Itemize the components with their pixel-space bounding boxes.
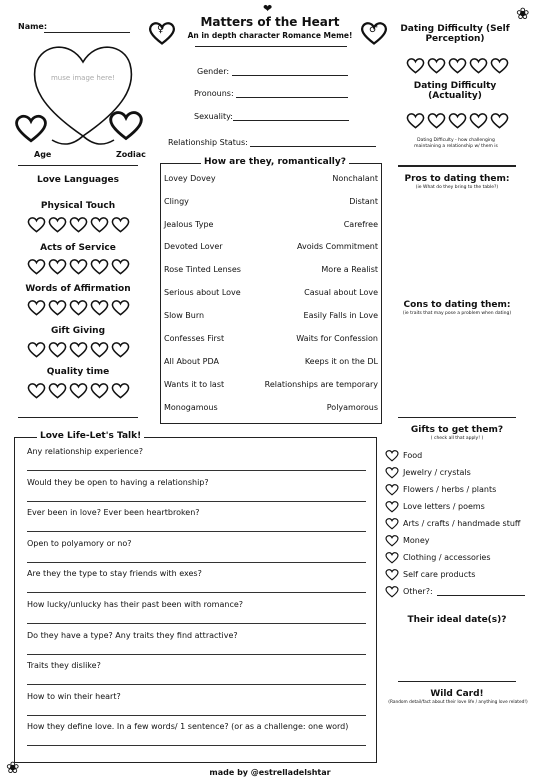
gifts-title: Gifts to get them? bbox=[410, 425, 504, 435]
sexuality-label: Sexuality: bbox=[194, 112, 233, 121]
question-text: Open to polyamory or no? bbox=[27, 538, 132, 548]
answer-line[interactable] bbox=[27, 501, 366, 502]
question-item[interactable] bbox=[27, 631, 366, 655]
dating-self-rating[interactable] bbox=[406, 57, 509, 74]
cons-subtitle: (ie traits that may pose a problem when dating) bbox=[402, 311, 512, 316]
page-subtitle: An in depth character Romance Meme! bbox=[187, 31, 353, 40]
answer-line[interactable] bbox=[27, 531, 366, 532]
heart-rating-icon[interactable] bbox=[69, 258, 88, 275]
question-item[interactable] bbox=[27, 569, 366, 593]
gift-label: Self care products bbox=[403, 570, 476, 579]
trait-right: Casual about Love bbox=[304, 288, 378, 298]
trait-left: Lovey Dovey bbox=[164, 173, 216, 183]
heart-checkbox-icon[interactable] bbox=[385, 551, 399, 564]
trait-left: Devoted Lover bbox=[164, 242, 223, 252]
love-language-label: Gift Giving bbox=[50, 325, 106, 336]
question-item[interactable] bbox=[27, 447, 366, 471]
gift-option[interactable] bbox=[385, 481, 533, 498]
heart-rating-icon[interactable] bbox=[27, 216, 46, 233]
answer-line[interactable] bbox=[27, 623, 366, 624]
trait-right: Relationships are temporary bbox=[264, 379, 378, 389]
gift-label: Jewelry / crystals bbox=[403, 468, 471, 477]
trait-left: Monogamous bbox=[164, 402, 218, 412]
answer-line[interactable] bbox=[27, 592, 366, 593]
love-language-item bbox=[18, 367, 138, 399]
trait-left: Rose Tinted Lenses bbox=[164, 265, 241, 275]
trait-right: Easily Falls in Love bbox=[303, 311, 378, 321]
gift-checklist bbox=[385, 447, 533, 600]
ideal-date-title: Their ideal date(s)? bbox=[407, 615, 507, 625]
heart-rating-icon[interactable] bbox=[48, 258, 67, 275]
heart-rating-icon[interactable] bbox=[27, 299, 46, 316]
name-label: Name: bbox=[18, 22, 48, 31]
heart-rating-icon[interactable] bbox=[90, 216, 109, 233]
relationship-status-label: Relationship Status: bbox=[168, 138, 248, 147]
love-language-label: Quality time bbox=[46, 367, 110, 377]
love-language-item bbox=[18, 284, 138, 316]
footer-credit: made by @estrelladelshtar bbox=[209, 768, 331, 777]
heart-rating-icon[interactable] bbox=[406, 112, 425, 129]
wild-card-subtitle: (Random detail/fact about their love life / anything love related!) bbox=[388, 700, 528, 705]
love-language-rating[interactable] bbox=[18, 382, 138, 399]
love-language-item bbox=[18, 243, 138, 275]
age-heart-icon bbox=[14, 112, 48, 148]
rose-corner-icon: ❀ bbox=[516, 4, 530, 23]
trait-left: Confesses First bbox=[164, 334, 225, 344]
pros-subtitle: (ie What do they bring to the table?) bbox=[415, 185, 499, 190]
trait-right: Polyamorous bbox=[326, 402, 378, 412]
heart-checkbox-icon[interactable] bbox=[385, 500, 399, 513]
heart-rating-icon[interactable] bbox=[69, 341, 88, 358]
heart-rating-icon[interactable] bbox=[448, 112, 467, 129]
love-languages-title: Love Languages bbox=[36, 175, 120, 185]
heart-rating-icon[interactable] bbox=[427, 57, 446, 74]
heart-rating-icon[interactable] bbox=[448, 57, 467, 74]
heart-rating-icon[interactable] bbox=[48, 299, 67, 316]
heart-checkbox-icon[interactable] bbox=[385, 534, 399, 547]
romance-title: How are they, romantically? bbox=[201, 157, 349, 167]
trait-right: Nonchalant bbox=[332, 173, 378, 183]
heart-rating-icon[interactable] bbox=[111, 341, 130, 358]
romance-trait-row[interactable] bbox=[161, 373, 381, 396]
trait-right: More a Realist bbox=[321, 265, 378, 275]
answer-line[interactable] bbox=[27, 654, 366, 655]
gift-label: Food bbox=[403, 451, 423, 460]
heart-rating-icon[interactable] bbox=[406, 57, 425, 74]
zodiac-label: Zodiac bbox=[116, 150, 146, 159]
heart-rating-icon[interactable] bbox=[469, 112, 488, 129]
gift-label: Money bbox=[403, 536, 430, 545]
dating-note: Dating Difficulty - how challenging maintaining a relationship w/ them is bbox=[414, 138, 498, 149]
love-language-item bbox=[18, 201, 138, 233]
romance-trait-row[interactable] bbox=[161, 213, 381, 236]
top-heart-icon: ❤ bbox=[263, 2, 273, 15]
divider-date bbox=[398, 681, 516, 682]
dating-actual-title: Dating Difficulty (Actuality) bbox=[413, 81, 497, 101]
heart-rating-icon[interactable] bbox=[69, 299, 88, 316]
love-life-box bbox=[14, 431, 377, 763]
love-language-rating[interactable] bbox=[18, 258, 138, 275]
question-item[interactable] bbox=[27, 692, 366, 716]
heart-checkbox-icon[interactable] bbox=[385, 449, 399, 462]
trait-left: All About PDA bbox=[164, 356, 219, 366]
mars-symbol: ♂ bbox=[369, 24, 378, 35]
name-field[interactable] bbox=[44, 32, 130, 33]
love-language-rating[interactable] bbox=[18, 216, 138, 233]
divider-pros bbox=[398, 166, 516, 167]
question-item[interactable] bbox=[27, 508, 366, 532]
heart-rating-icon[interactable] bbox=[111, 382, 130, 399]
question-text: Traits they dislike? bbox=[27, 661, 101, 671]
gift-option[interactable] bbox=[385, 549, 533, 566]
page-title: Matters of the Heart bbox=[200, 15, 340, 29]
answer-line[interactable] bbox=[27, 715, 366, 716]
question-item[interactable] bbox=[27, 478, 366, 502]
gift-option[interactable] bbox=[385, 498, 533, 515]
heart-rating-icon[interactable] bbox=[490, 57, 509, 74]
love-language-label: Acts of Service bbox=[40, 242, 116, 253]
gifts-subtitle: ( check all that apply! ) bbox=[430, 436, 484, 441]
heart-checkbox-icon[interactable] bbox=[385, 568, 399, 581]
heart-rating-icon[interactable] bbox=[90, 299, 109, 316]
trait-right: Keeps it on the DL bbox=[304, 356, 378, 366]
love-language-rating[interactable] bbox=[18, 341, 138, 358]
question-text: How lucky/unlucky has their past been with romance? bbox=[27, 600, 244, 609]
heart-rating-icon[interactable] bbox=[69, 216, 88, 233]
romance-trait-row[interactable] bbox=[161, 396, 381, 419]
romance-trait-row[interactable] bbox=[161, 304, 381, 327]
heart-rating-icon[interactable] bbox=[27, 382, 46, 399]
gift-label: Other?: bbox=[403, 587, 433, 596]
gift-option[interactable] bbox=[385, 464, 533, 481]
gift-option[interactable] bbox=[385, 447, 533, 464]
relationship-status-field[interactable] bbox=[250, 146, 376, 147]
zodiac-heart-icon bbox=[108, 108, 144, 146]
question-text: Would they be open to having a relationship? bbox=[27, 477, 209, 487]
gift-label: Love letters / poems bbox=[403, 502, 485, 511]
question-item[interactable] bbox=[27, 600, 366, 624]
heart-rating-icon[interactable] bbox=[27, 341, 46, 358]
love-language-item bbox=[18, 326, 138, 358]
trait-left: Slow Burn bbox=[164, 311, 205, 321]
dating-self-title: Dating Difficulty (Self Perception) bbox=[400, 24, 510, 44]
romance-trait-row[interactable] bbox=[161, 167, 381, 190]
question-text: Any relationship experience? bbox=[27, 447, 143, 456]
question-text: How to win their heart? bbox=[27, 691, 121, 701]
venus-heart-icon bbox=[148, 20, 176, 46]
heart-rating-icon[interactable] bbox=[111, 258, 130, 275]
divider-left-bottom bbox=[18, 417, 138, 418]
question-text: Do they have a type? Any traits they find attractive? bbox=[27, 630, 238, 640]
pronouns-label: Pronouns: bbox=[194, 89, 234, 98]
dating-actual-rating[interactable] bbox=[406, 112, 509, 129]
gift-label: Arts / crafts / handmade stuff bbox=[403, 519, 521, 528]
trait-left: Jealous Type bbox=[164, 219, 214, 229]
heart-rating-icon[interactable] bbox=[90, 382, 109, 399]
gift-option[interactable] bbox=[385, 532, 533, 549]
heart-checkbox-icon[interactable] bbox=[385, 483, 399, 496]
pronouns-field[interactable] bbox=[236, 97, 348, 98]
romance-box bbox=[160, 157, 382, 424]
love-language-label: Words of Affirmation bbox=[25, 284, 131, 294]
sexuality-field[interactable] bbox=[233, 120, 349, 121]
heart-checkbox-icon[interactable] bbox=[385, 466, 399, 479]
love-life-title: Love Life-Let's Talk! bbox=[37, 431, 144, 441]
divider-cons bbox=[398, 417, 516, 418]
answer-line[interactable] bbox=[27, 470, 366, 471]
question-text: How they define love. In a few words/ 1 sentence? (or as a challenge: one word) bbox=[27, 722, 349, 732]
trait-right: Carefree bbox=[343, 219, 378, 229]
romance-trait-row[interactable] bbox=[161, 236, 381, 259]
heart-checkbox-icon[interactable] bbox=[385, 517, 399, 530]
love-language-label: Physical Touch bbox=[40, 201, 116, 211]
pros-title: Pros to dating them: bbox=[404, 174, 510, 184]
answer-line[interactable] bbox=[27, 684, 366, 685]
romance-trait-row[interactable] bbox=[161, 350, 381, 373]
heart-rating-icon[interactable] bbox=[469, 57, 488, 74]
heart-rating-icon[interactable] bbox=[490, 112, 509, 129]
question-item[interactable] bbox=[27, 722, 366, 746]
wild-card-title: Wild Card! bbox=[430, 689, 484, 699]
heart-rating-icon[interactable] bbox=[111, 216, 130, 233]
trait-left: Clingy bbox=[164, 196, 189, 206]
rose-corner-bottom-icon: ❀ bbox=[6, 758, 20, 777]
heart-rating-icon[interactable] bbox=[69, 382, 88, 399]
answer-line[interactable] bbox=[27, 745, 366, 746]
heart-rating-icon[interactable] bbox=[48, 216, 67, 233]
answer-line[interactable] bbox=[27, 562, 366, 563]
heart-rating-icon[interactable] bbox=[48, 341, 67, 358]
gift-option[interactable] bbox=[385, 566, 533, 583]
gift-label: Flowers / herbs / plants bbox=[403, 485, 497, 494]
heart-rating-icon[interactable] bbox=[427, 112, 446, 129]
trait-left: Serious about Love bbox=[164, 288, 241, 298]
heart-checkbox-icon[interactable] bbox=[385, 585, 399, 598]
age-label: Age bbox=[34, 150, 52, 159]
header-rule bbox=[195, 46, 347, 47]
trait-right: Distant bbox=[349, 196, 378, 206]
trait-right: Waits for Confession bbox=[296, 334, 378, 344]
gift-option[interactable] bbox=[385, 583, 533, 600]
other-field[interactable] bbox=[437, 587, 525, 596]
trait-right: Avoids Commitment bbox=[297, 242, 378, 252]
romance-trait-row[interactable] bbox=[161, 327, 381, 350]
heart-rating-icon[interactable] bbox=[111, 299, 130, 316]
gift-option[interactable] bbox=[385, 515, 533, 532]
heart-rating-icon[interactable] bbox=[27, 258, 46, 275]
gift-label: Clothing / accessories bbox=[403, 553, 491, 562]
romance-trait-row[interactable] bbox=[161, 259, 381, 282]
heart-rating-icon[interactable] bbox=[90, 341, 109, 358]
question-item[interactable] bbox=[27, 661, 366, 685]
heart-rating-icon[interactable] bbox=[48, 382, 67, 399]
romance-trait-row[interactable] bbox=[161, 190, 381, 213]
gender-field[interactable] bbox=[232, 75, 348, 76]
question-item[interactable] bbox=[27, 539, 366, 563]
question-text: Are they the type to stay friends with exes? bbox=[27, 569, 202, 579]
romance-trait-row[interactable] bbox=[161, 282, 381, 305]
cons-title: Cons to dating them: bbox=[403, 300, 511, 310]
heart-rating-icon[interactable] bbox=[90, 258, 109, 275]
question-text: Ever been in love? Ever been heartbroken? bbox=[27, 508, 200, 518]
muse-image-placeholder: muse image here! bbox=[50, 74, 116, 82]
divider-left bbox=[18, 165, 138, 166]
venus-symbol: ♀ bbox=[157, 24, 165, 35]
trait-left: Wants it to last bbox=[164, 379, 225, 389]
love-language-rating[interactable] bbox=[18, 299, 138, 316]
gender-label: Gender: bbox=[197, 67, 230, 76]
